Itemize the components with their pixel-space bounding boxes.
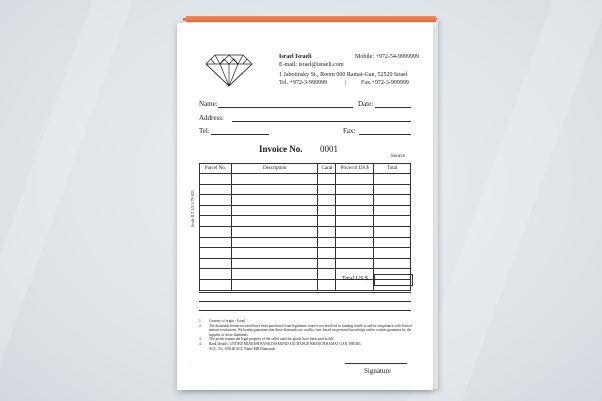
table-cell[interactable]: [231, 279, 318, 290]
company-email: E-mail: israel@israeli.com: [279, 62, 344, 68]
table-cell[interactable]: [231, 195, 318, 206]
address-label: Address:: [199, 114, 224, 122]
terms-item-number: 2.: [199, 323, 202, 328]
source-label: Source: [391, 154, 405, 159]
terms-item-number: 1.: [199, 319, 202, 323]
date-label: Date:: [358, 100, 374, 108]
table-row: [200, 184, 411, 195]
company-address: 1 Jabotinsky St., Room 000 Ramat-Gan, 52520 Israel: [279, 72, 408, 78]
column-header: Description: [231, 164, 318, 174]
terms-item-text: The goods remain the legal property of the seller until the goods have been paid in full.: [209, 337, 335, 342]
note-line[interactable]: [199, 310, 411, 311]
table-cell[interactable]: [336, 216, 374, 227]
column-header: Parcel No.: [200, 164, 232, 174]
table-cell[interactable]: [374, 184, 411, 195]
signature-line[interactable]: [345, 363, 407, 364]
table-header-row: [200, 164, 411, 174]
table-body: [200, 174, 411, 291]
table-cell[interactable]: [231, 269, 318, 280]
background-stripe: [0, 0, 133, 401]
address-field[interactable]: [232, 121, 411, 122]
terms-item-number: 3.: [199, 337, 202, 342]
column-header: Total: [374, 164, 411, 174]
table-cell[interactable]: [318, 174, 336, 185]
total-field[interactable]: [374, 274, 413, 286]
invoice-sheet: [177, 23, 433, 390]
table-cell[interactable]: [336, 226, 374, 237]
table-cell[interactable]: [318, 258, 336, 269]
table-cell[interactable]: [336, 184, 374, 195]
table-cell[interactable]: [231, 237, 318, 248]
table-row: [200, 258, 411, 269]
terms-list: [199, 319, 419, 351]
table-cell[interactable]: [374, 226, 411, 237]
table-row: [200, 237, 411, 248]
invoice-pad-colored-edge: [186, 16, 436, 22]
note-line[interactable]: [199, 292, 411, 293]
table-cell[interactable]: [336, 248, 374, 259]
table-cell[interactable]: [318, 248, 336, 259]
company-fax: Fax.+972-3-999999: [361, 80, 409, 86]
name-label: Name:: [199, 100, 218, 108]
table-cell[interactable]: [336, 174, 374, 185]
items-table: [199, 163, 411, 291]
table-cell[interactable]: [374, 195, 411, 206]
tel-field[interactable]: [211, 134, 269, 135]
table-cell[interactable]: [374, 248, 411, 259]
tel-label: Tel:: [199, 127, 210, 135]
date-field[interactable]: [375, 107, 411, 108]
terms-item: [199, 324, 419, 338]
terms-item-text: Bank Details: UNITED MIZRAHI BANK DIAMOND EXCHANGE BRANCH RAMAT GAN, ISRAEL: [209, 341, 362, 346]
table-cell[interactable]: [231, 258, 318, 269]
column-header: Price/ctr US $: [336, 164, 374, 174]
table-cell[interactable]: [200, 279, 232, 290]
table-cell[interactable]: [318, 226, 336, 237]
table-cell[interactable]: [231, 174, 318, 185]
fax-label: Fax:: [343, 127, 356, 135]
table-row: [200, 195, 411, 206]
note-line[interactable]: [199, 301, 411, 302]
table-cell[interactable]: [318, 205, 336, 216]
table-cell[interactable]: [200, 258, 232, 269]
table-row: [200, 248, 411, 259]
signature-label: Signature: [364, 367, 391, 375]
diamond-logo-icon: [205, 53, 253, 87]
table-cell[interactable]: [374, 216, 411, 227]
table-cell[interactable]: [318, 269, 336, 280]
table-side-label: Scale ILT 1/2.3.78-021: [190, 190, 195, 227]
table-cell[interactable]: [200, 174, 232, 185]
column-header: Carat: [318, 164, 336, 174]
table-row: [200, 226, 411, 237]
invoice-title: Invoice No.: [259, 144, 303, 154]
table-cell[interactable]: [231, 248, 318, 259]
table-row: [200, 216, 411, 227]
table-cell[interactable]: [336, 258, 374, 269]
terms-item-number: 4.: [199, 341, 202, 346]
terms-item-text: Country of origin - Israel: [209, 319, 246, 323]
table-cell[interactable]: [374, 205, 411, 216]
table-cell[interactable]: [200, 184, 232, 195]
table-cell[interactable]: [318, 195, 336, 206]
company-tel: Tel. +972-3-999999: [279, 80, 327, 86]
name-field[interactable]: [218, 107, 353, 108]
table-cell[interactable]: [200, 216, 232, 227]
table-cell[interactable]: [374, 258, 411, 269]
table-row: [200, 174, 411, 185]
table-cell[interactable]: [336, 237, 374, 248]
table-cell[interactable]: [318, 237, 336, 248]
invoice-number: 0001: [320, 144, 338, 154]
table-cell[interactable]: [336, 195, 374, 206]
table-cell[interactable]: [200, 205, 232, 216]
terms-item-number: [199, 347, 209, 352]
table-cell[interactable]: [231, 184, 318, 195]
table-cell[interactable]: [231, 205, 318, 216]
fax-field[interactable]: [359, 134, 411, 135]
table-cell[interactable]: [374, 174, 411, 185]
table-cell[interactable]: [200, 226, 232, 237]
table-cell[interactable]: [200, 269, 232, 280]
terms-item: [199, 347, 419, 352]
company-mobile: Mobile: +972-54-9999999: [355, 54, 419, 60]
table-cell[interactable]: [200, 237, 232, 248]
terms-item-text: ACC. No. 109148 ACC Name MR Diamonds: [209, 346, 275, 351]
table-cell[interactable]: [231, 226, 318, 237]
table-cell[interactable]: [200, 195, 232, 206]
table-cell[interactable]: [318, 184, 336, 195]
table-cell[interactable]: [231, 216, 318, 227]
table-cell[interactable]: [336, 205, 374, 216]
terms-item-text: The diamonds herein invoiced have been purchased from legitimate sources not involved in funding conflicts and in compliance with United nations resolutions. We hereby guarantee that these diamonds are conflict free, based on personal knowledge and/or written guarantee by the supplier of these diamonds.: [209, 323, 412, 337]
company-name: Israel Israeli: [279, 54, 312, 60]
table-cell[interactable]: [200, 248, 232, 259]
company-separator: |: [345, 80, 347, 86]
table-cell[interactable]: [318, 279, 336, 290]
table-row: [200, 205, 411, 216]
table-cell[interactable]: [374, 237, 411, 248]
total-label: Total US $: [342, 276, 368, 282]
table-cell[interactable]: [318, 216, 336, 227]
